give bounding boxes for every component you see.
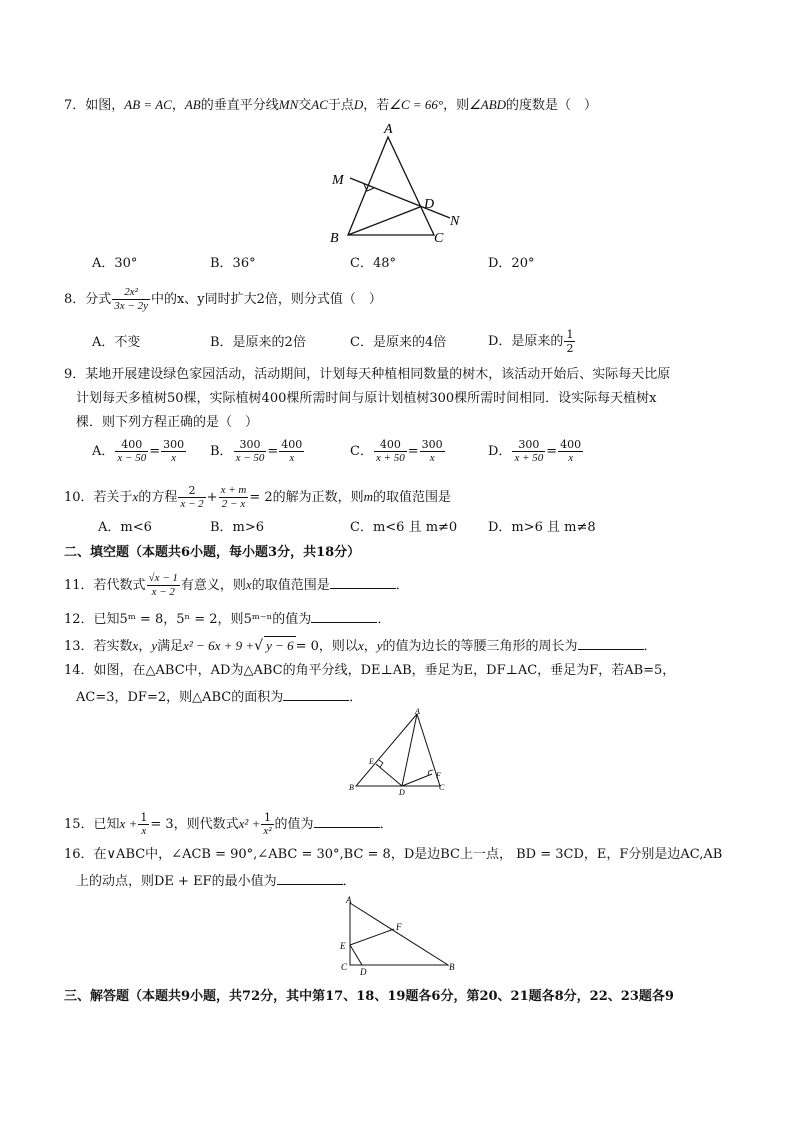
q16-line1: 16．在∨ABC中，∠ACB = 90°,∠ABC = 30°,BC = 8，D是边BC上一点， BD = 3CD，E，F分别是边AC,AB (64, 847, 723, 862)
q14-label-a: A (415, 708, 420, 716)
q16-figure (332, 893, 462, 978)
q16-label-d: D (360, 967, 367, 977)
q9-option-c: C． $\frac{400}{x + 50}$ = $\frac{300}{x}$ (350, 438, 443, 464)
q8-stem: 8．分式 $\frac{\text{2x²}}{3x - 2y}$ 中的x、y同时扩大2倍，则分式值（ ） (64, 286, 382, 312)
q11-stem: 11．若代数式 $\frac{√x - 1}{x - 2}$ 有意义，则x的取值范围是 ． (64, 572, 409, 598)
q7-label-d: D (424, 197, 435, 212)
q8-option-b: B．是原来的2倍 (210, 335, 306, 350)
q14-line1: 14．如图，在△ABC中，AD为△ABC的角平分线，DE⊥AB，垂足为E，DF⊥AC，垂足为F，若AB=5， (64, 663, 676, 678)
q13-answer-blank[interactable] (578, 637, 644, 650)
q10-stem: 10．若关于x的方程 $\frac{2}{x - 2}$ + $\frac{x + m}{2 - x}$ = 2的解为正数，则m的取值范围是 (64, 484, 452, 510)
q14-label-e: E (369, 757, 374, 766)
q14-label-d: D (399, 788, 405, 797)
q14-label-f: F (436, 771, 441, 780)
q7-option-c: C．48° (350, 256, 396, 271)
q7-stem: 7．如图，AB = AC，AB的垂直平分线MN交AC于点D，若∠C = 66°，则∠ABD的度数是（ ） (64, 97, 598, 113)
q8-option-a: A．不变 (92, 335, 141, 350)
q10-option-c: C．m<6 且 m≠0 (350, 520, 458, 535)
q7-label-b: B (330, 231, 339, 246)
q16-label-b: B (449, 962, 455, 972)
q9-option-d: D． $\frac{300}{x + 50}$ = $\frac{400}{x}$ (488, 438, 582, 464)
q14-label-c: C (439, 783, 445, 792)
q16-label-f: F (396, 922, 402, 932)
q7-label-n: N (450, 214, 460, 229)
q12-stem: 12．已知5ᵐ = 8，5ⁿ = 2，则5ᵐ⁻ⁿ的值为 ． (64, 612, 391, 627)
q16-line2: 上的动点，则DE + EF的最小值为 ． (76, 874, 356, 889)
q9-line1: 9．某地开展建设绿色家园活动，活动期间，计划每天种植相同数量的树木，该活动开始后、实际每天比原 (64, 367, 671, 382)
q14-line2: AC=3，DF=2，则△ABC的面积为 ． (76, 690, 363, 705)
q9-line3: 棵．则下列方程正确的是（ ） (76, 415, 259, 430)
q7-option-a: A．30° (92, 256, 138, 271)
q8-option-c: C．是原来的4倍 (350, 335, 447, 350)
q7-label-c: C (434, 231, 444, 246)
q16-label-e: E (340, 941, 346, 951)
q14-label-b: B (349, 783, 354, 792)
q10-option-d: D．m>6 且 m≠8 (488, 520, 596, 535)
q12-answer-blank[interactable] (311, 610, 377, 623)
q7-figure (320, 118, 470, 248)
q14-answer-blank[interactable] (283, 688, 349, 701)
q16-answer-blank[interactable] (277, 872, 343, 885)
q9-option-b: B． $\frac{300}{x - 50}$ = $\frac{400}{x}$ (210, 438, 303, 464)
q7-option-b: B．36° (210, 256, 256, 271)
q16-label-a: A (346, 895, 352, 905)
q14-figure (340, 708, 460, 798)
q11-answer-blank[interactable] (330, 576, 396, 589)
q9-line2: 计划每天多植树50棵，实际植树400棵所需时间与原计划植树300棵所需时间相同．设实际每天植树x (76, 391, 657, 406)
section-3-title: 三、解答题（本题共9小题，共72分，其中第17、18、19题各6分，第20、21题各8分，22、23题各9 (64, 989, 674, 1004)
q7-option-d: D．20° (488, 256, 535, 271)
q10-option-b: B．m>6 (210, 520, 265, 535)
q15-answer-blank[interactable] (314, 815, 380, 828)
q16-label-c: C (341, 962, 348, 972)
q8-option-d: D．是原来的 $\frac{1}{2}$ (488, 328, 574, 355)
q10-option-a: A．m<6 (98, 520, 152, 535)
q7-label-a: A (384, 122, 393, 137)
section-2-title: 二、填空题（本题共6小题，每小题3分，共18分） (64, 545, 361, 560)
q7-label-m: M (332, 173, 344, 188)
q13-stem: 13．若实数x，y满足x² − 6x + 9 +√ y − 6 = 0，则以x，y的值为边长的等腰三角形的周长为 ． (64, 638, 657, 654)
q9-option-a: A． $\frac{400}{x - 50}$ = $\frac{300}{x}$ (92, 438, 185, 464)
q15-stem: 15．已知x + $\frac{1}{x}$ = 3，则代数式x² + $\frac{1}{\text{x²}}$ 的值为 ． (64, 811, 393, 837)
